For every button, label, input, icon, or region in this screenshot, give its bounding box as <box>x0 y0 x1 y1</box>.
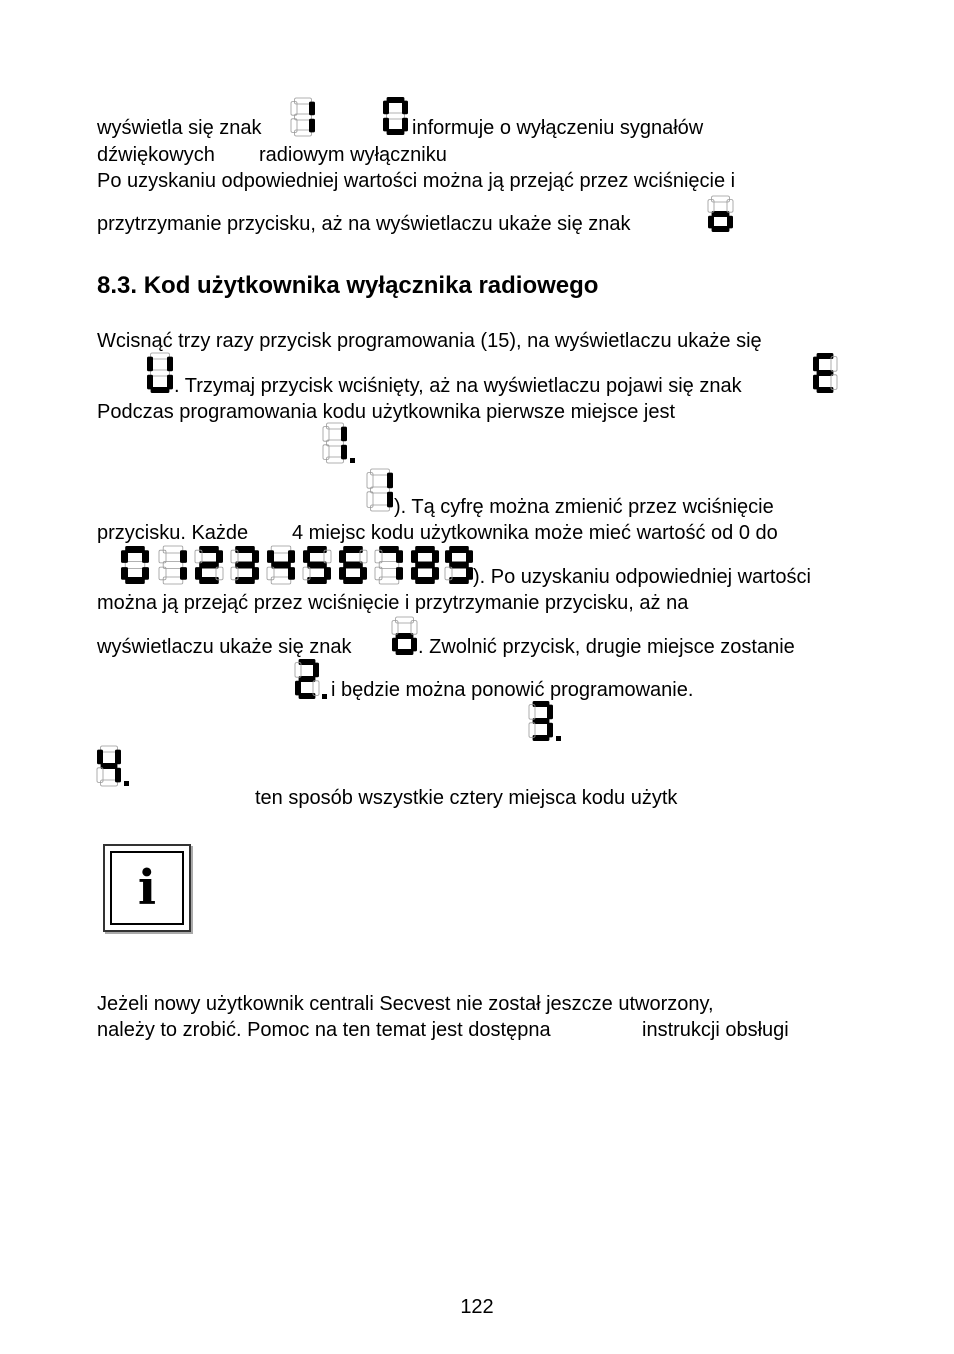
segment-b <box>402 101 408 115</box>
segment-a <box>271 546 291 553</box>
segment-d <box>343 577 363 584</box>
segment-a <box>415 546 435 553</box>
text-line: radiowym wyłączniku <box>259 144 447 166</box>
info-icon-glyph: i <box>137 860 157 916</box>
segment-b <box>313 663 319 678</box>
info-icon-frame <box>110 851 184 925</box>
text-line: Po uzyskaniu odpowiedniej wartości można ją przejąć przez wciśnięcie i <box>97 170 736 192</box>
segment-e <box>708 216 714 229</box>
segment-f <box>339 550 346 563</box>
text-line: ). Tą cyfrę można zmienić przez wciśnięcie <box>394 496 774 518</box>
text-line: Jeżeli nowy użytkownik centrali Secvest nie został jeszcze utworzony, <box>97 993 714 1015</box>
segment-c <box>396 567 403 580</box>
segment-glyph <box>120 545 150 585</box>
segment-glyph <box>382 96 409 136</box>
segment-b <box>341 427 347 442</box>
segment-digit-4 <box>266 545 296 585</box>
segment-g <box>379 562 399 569</box>
segment-g <box>712 211 730 217</box>
segment-e <box>295 681 301 696</box>
segment-glyph <box>374 545 404 585</box>
segment-e <box>147 375 153 390</box>
segment-d <box>125 577 145 584</box>
segment-a <box>101 746 118 752</box>
info-icon <box>103 844 191 932</box>
segment-dot <box>350 458 355 463</box>
segment-c <box>360 567 367 580</box>
segment-b <box>167 357 173 372</box>
segment-glyph <box>96 745 130 787</box>
segment-d <box>712 226 730 232</box>
segment-e <box>813 375 819 390</box>
text-line: . Trzymaj przycisk wciśnięty, aż na wyświetlaczu pojawi się znak <box>174 375 742 397</box>
segment-f <box>445 550 452 563</box>
segment-f <box>267 550 274 563</box>
segment-e <box>195 567 202 580</box>
segment-display-one <box>366 468 394 512</box>
segment-glyph <box>294 658 328 700</box>
segment-digit-9 <box>444 545 474 585</box>
segment-f <box>383 101 389 115</box>
segment-g <box>125 562 145 569</box>
segment-d <box>415 577 435 584</box>
text-line: informuje o wyłączeniu sygnałów <box>412 117 704 139</box>
segment-dot <box>124 781 129 786</box>
segment-d <box>371 505 390 511</box>
segment-c <box>167 375 173 390</box>
segment-e <box>383 118 389 132</box>
segment-g <box>396 633 414 639</box>
segment-glyph <box>366 468 394 512</box>
segment-glyph <box>158 545 188 585</box>
page-number: 122 <box>460 1296 494 1318</box>
segment-a <box>387 97 405 103</box>
segment-glyph <box>290 97 316 137</box>
segment-display-o2 <box>391 616 418 656</box>
segment-g <box>295 114 312 120</box>
segment-glyph <box>391 616 418 656</box>
text-line: dźwiękowych <box>97 144 215 166</box>
segment-g <box>533 718 550 724</box>
text-line: . Zwolnić przycisk, drugie miejsce zostanie <box>418 636 795 658</box>
segment-f <box>813 357 819 372</box>
text-line: można ją przejąć przez wciśnięcie i przytrzymanie przycisku, aż na <box>97 592 689 614</box>
segment-f <box>147 357 153 372</box>
segment-display-e <box>812 352 838 394</box>
segment-c <box>324 567 331 580</box>
segment-g <box>163 562 183 569</box>
segment-g <box>307 562 327 569</box>
segment-glyph <box>444 545 474 585</box>
segment-d <box>387 129 405 135</box>
segment-b <box>432 550 439 563</box>
segment-c <box>252 567 259 580</box>
segment-f <box>97 750 103 765</box>
segment-display-third <box>528 700 562 742</box>
segment-glyph <box>322 422 356 464</box>
segment-c <box>402 118 408 132</box>
segment-g <box>817 370 834 376</box>
segment-c <box>142 567 149 580</box>
segment-e <box>411 567 418 580</box>
segment-glyph <box>812 352 838 394</box>
segment-glyph <box>230 545 260 585</box>
segment-g <box>327 440 344 446</box>
segment-c <box>547 723 553 738</box>
segment-e <box>375 567 382 580</box>
segment-display-fourth <box>96 745 130 787</box>
segment-g <box>415 562 435 569</box>
segment-display-1 <box>290 97 316 137</box>
segment-g <box>299 676 316 682</box>
segment-a <box>125 546 145 553</box>
segment-e <box>159 567 166 580</box>
text-line: i będzie można ponowić programowanie. <box>331 679 694 701</box>
text-line: wyświetla się znak <box>97 117 262 139</box>
segment-dot <box>556 736 561 741</box>
segment-f <box>159 550 166 563</box>
text-line: wyświetlaczu ukaże się znak <box>97 636 352 658</box>
section-heading: 8.3. Kod użytkownika wyłącznika radiowego <box>97 272 599 299</box>
segment-f <box>121 550 128 563</box>
segment-display-0 <box>382 96 409 136</box>
segment-digit-7 <box>374 545 404 585</box>
segment-c <box>115 768 121 783</box>
segment-c <box>309 119 315 133</box>
segment-g <box>101 763 118 769</box>
segment-b <box>727 200 733 213</box>
segment-digit-1 <box>158 545 188 585</box>
segment-a <box>151 353 170 359</box>
segment-digit-8 <box>410 545 440 585</box>
segment-glyph <box>146 352 174 394</box>
segment-e <box>267 567 274 580</box>
segment-glyph <box>266 545 296 585</box>
segment-c <box>411 638 417 652</box>
text-line: ). Po uzyskaniu odpowiedniej wartości <box>473 566 811 588</box>
text-line: 4 miejsc kodu użytkownika może mieć wartość od 0 do <box>292 522 778 544</box>
segment-b <box>387 473 393 489</box>
segment-e <box>392 638 398 652</box>
segment-dot <box>322 694 327 699</box>
segment-digit-5 <box>302 545 332 585</box>
segment-b <box>547 705 553 720</box>
segment-glyph <box>528 700 562 742</box>
segment-b <box>180 550 187 563</box>
segment-c <box>180 567 187 580</box>
segment-a <box>449 546 469 553</box>
segment-g <box>449 562 469 569</box>
segment-display-first <box>322 422 356 464</box>
segment-c <box>466 567 473 580</box>
segment-b <box>115 750 121 765</box>
segment-glyph <box>410 545 440 585</box>
segment-b <box>288 550 295 563</box>
segment-g <box>235 562 255 569</box>
text-line: Podczas programowania kodu użytkownika pierwsze miejsce jest <box>97 401 676 423</box>
segment-c <box>387 492 393 508</box>
text-line: instrukcji obsługi <box>642 1019 789 1041</box>
segment-g <box>199 562 219 569</box>
segment-a <box>371 469 390 475</box>
segment-digit-3 <box>230 545 260 585</box>
segment-b <box>309 102 315 116</box>
segment-digit-6 <box>338 545 368 585</box>
segment-b <box>142 550 149 563</box>
segment-e <box>121 567 128 580</box>
segment-g <box>371 487 390 493</box>
segment-glyph <box>338 545 368 585</box>
segment-g <box>343 562 363 569</box>
segment-digit-2 <box>194 545 224 585</box>
text-line: przycisku. Każde <box>97 522 249 544</box>
segment-c <box>727 216 733 229</box>
segment-g <box>151 370 170 376</box>
segment-display-o <box>707 195 734 233</box>
segment-c <box>288 567 295 580</box>
segment-display-second <box>294 658 328 700</box>
segment-b <box>396 550 403 563</box>
segment-f <box>303 550 310 563</box>
text-line: Wcisnąć trzy razy przycisk programowania (15), na wyświetlaczu ukaże się <box>97 330 762 352</box>
segment-d <box>396 649 414 655</box>
segment-e <box>339 567 346 580</box>
text-line: należy to zrobić. Pomoc na ten temat jest dostępna <box>97 1019 551 1041</box>
segment-glyph <box>194 545 224 585</box>
segment-g <box>387 113 405 119</box>
text-line: ten sposób wszystkie cztery miejsca kodu użytk <box>255 787 678 809</box>
segment-display-u <box>146 352 174 394</box>
segment-glyph <box>302 545 332 585</box>
segment-c <box>432 567 439 580</box>
segment-g <box>271 562 291 569</box>
segment-b <box>252 550 259 563</box>
segment-b <box>466 550 473 563</box>
segment-f <box>708 200 714 213</box>
text-line: przytrzymanie przycisku, aż na wyświetlaczu ukaże się znak <box>97 213 631 235</box>
segment-b <box>216 550 223 563</box>
segment-f <box>411 550 418 563</box>
segment-digit-0 <box>120 545 150 585</box>
segment-glyph <box>707 195 734 233</box>
segment-c <box>341 445 347 460</box>
segment-d <box>151 387 170 393</box>
